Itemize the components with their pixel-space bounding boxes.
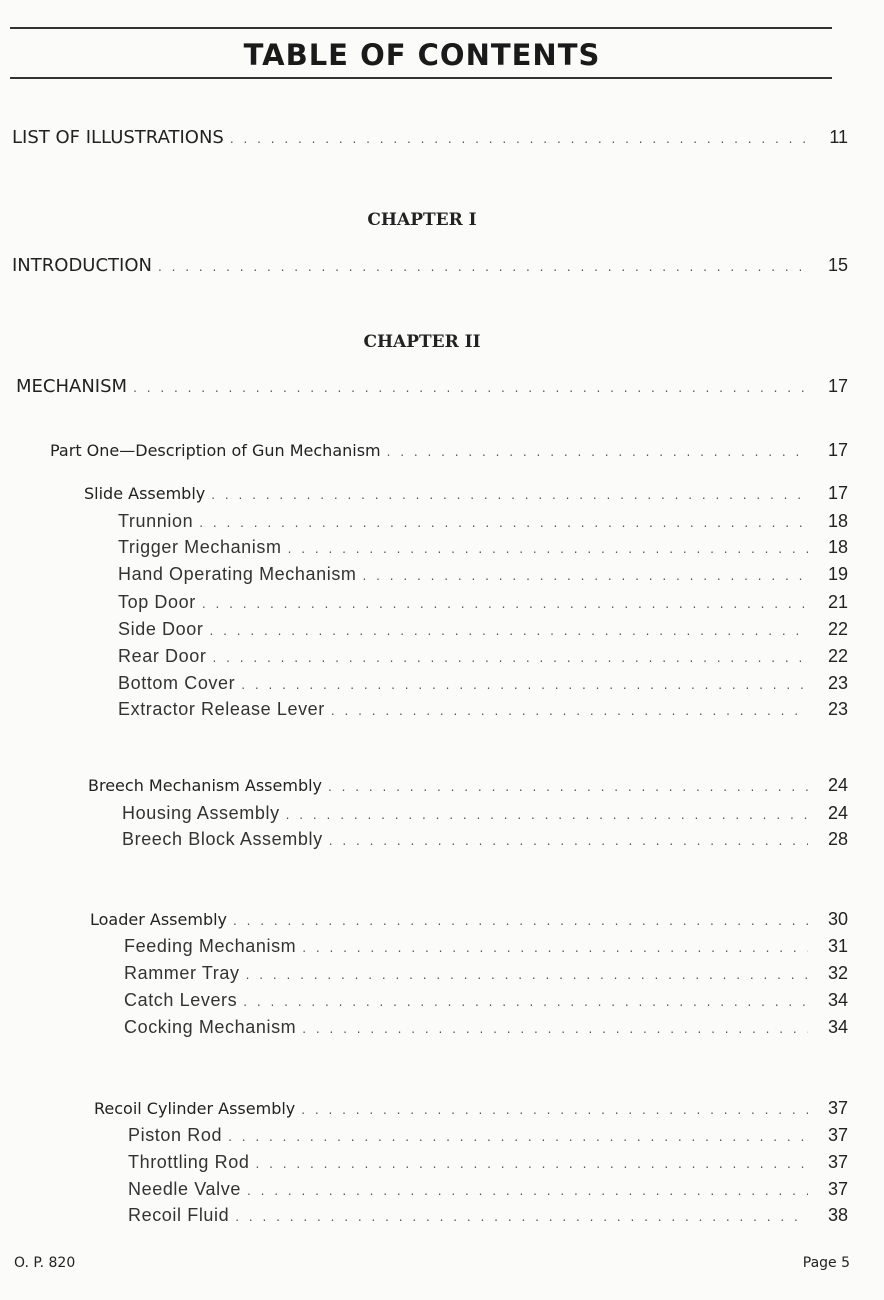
dot-leader — [241, 673, 808, 697]
toc-entry-page: 18 — [827, 537, 848, 557]
toc-entry — [118, 562, 848, 586]
dot-leader — [133, 376, 808, 400]
toc-entry-title: Hand Operating Mechanism — [118, 564, 357, 584]
dot-leader — [363, 564, 808, 588]
toc-entry — [128, 1123, 848, 1147]
toc-entry-title: Breech Block Assembly — [122, 829, 323, 849]
dot-leader — [202, 592, 808, 616]
toc-entry-title: Needle Valve — [128, 1179, 241, 1199]
toc-entry-title: MECHANISM — [16, 376, 128, 397]
toc-entry-page: 34 — [827, 1017, 848, 1037]
toc-entry-page: 21 — [827, 592, 848, 612]
dot-leader — [286, 803, 808, 827]
toc-entry-title: Loader Assembly — [90, 910, 228, 929]
toc-entry-title: LIST OF ILLUSTRATIONS — [12, 127, 224, 148]
toc-entry-page: 32 — [827, 963, 848, 983]
title-underline-rule — [10, 77, 832, 79]
dot-leader — [301, 1098, 808, 1122]
toc-entry-page: 28 — [827, 829, 848, 849]
toc-entry-title: Trunnion — [118, 511, 194, 531]
toc-entry — [88, 773, 848, 797]
toc-entry-page: 17 — [827, 376, 848, 396]
toc-entry — [118, 697, 848, 721]
toc-entry-page: 17 — [827, 483, 848, 503]
toc-entry — [16, 374, 848, 398]
toc-entry-title: Recoil Cylinder Assembly — [94, 1099, 296, 1118]
dot-leader — [288, 537, 808, 561]
document-number: O. P. 820 — [14, 1255, 76, 1271]
dot-leader — [199, 511, 808, 535]
page-number: Page 5 — [802, 1255, 850, 1271]
dot-leader — [255, 1152, 808, 1176]
toc-entry-page: 24 — [827, 803, 848, 823]
toc-entry-page: 31 — [827, 936, 848, 956]
toc-entry — [128, 1177, 848, 1201]
dot-leader — [302, 936, 808, 960]
toc-entry-page: 34 — [827, 990, 848, 1010]
dot-leader — [246, 963, 808, 987]
toc-entry-page: 37 — [827, 1152, 848, 1172]
toc-entry-title: Slide Assembly — [84, 484, 206, 503]
dot-leader — [328, 775, 808, 799]
toc-entry — [12, 253, 848, 277]
toc-entry-page: 37 — [827, 1179, 848, 1199]
toc-entry-page: 37 — [827, 1098, 848, 1118]
toc-entry-title: Catch Levers — [124, 990, 238, 1010]
toc-entry-title: Housing Assembly — [122, 803, 280, 823]
toc-entry — [94, 1096, 848, 1120]
toc-entry-title: Rear Door — [118, 646, 207, 666]
toc-entry-title: Rammer Tray — [124, 963, 240, 983]
toc-entry-title: INTRODUCTION — [12, 255, 152, 276]
toc-entry-title: Feeding Mechanism — [124, 936, 297, 956]
toc-entry — [124, 1015, 848, 1039]
toc-entry — [118, 509, 848, 533]
chapter-heading: CHAPTER I — [367, 210, 477, 230]
dot-leader — [209, 619, 808, 643]
toc-entry-page: 22 — [827, 619, 848, 639]
toc-entry — [122, 801, 848, 825]
toc-entry — [128, 1150, 848, 1174]
page-title: TABLE OF CONTENTS — [243, 38, 601, 72]
dot-leader — [243, 990, 808, 1014]
toc-entry-title: Extractor Release Lever — [118, 699, 325, 719]
toc-entry-title: Trigger Mechanism — [118, 537, 282, 557]
dot-leader — [387, 440, 808, 464]
toc-entry-title: Top Door — [118, 592, 196, 612]
dot-leader — [211, 483, 808, 507]
chapter-heading: CHAPTER II — [363, 332, 481, 352]
toc-entry-title: Piston Rod — [128, 1125, 223, 1145]
toc-entry — [118, 671, 848, 695]
toc-entry — [124, 988, 848, 1012]
dot-leader — [235, 1205, 808, 1229]
toc-entry-page: 38 — [827, 1205, 848, 1225]
toc-entry — [12, 125, 848, 149]
toc-entry-page: 15 — [827, 255, 848, 275]
toc-entry-page: 37 — [827, 1125, 848, 1145]
toc-entry — [124, 934, 848, 958]
toc-entry — [118, 535, 848, 559]
toc-entry-page: 24 — [827, 775, 848, 795]
toc-entry-page: 17 — [827, 440, 848, 460]
dot-leader — [228, 1125, 808, 1149]
toc-entry — [118, 644, 848, 668]
toc-entry — [118, 590, 848, 614]
toc-entry-title: Throttling Rod — [128, 1152, 250, 1172]
dot-leader — [230, 127, 808, 151]
top-rule — [10, 27, 832, 29]
toc-entry — [118, 617, 848, 641]
dot-leader — [302, 1017, 808, 1041]
toc-entry-page: 18 — [827, 511, 848, 531]
dot-leader — [212, 646, 808, 670]
dot-leader — [233, 909, 808, 933]
toc-entry-page: 22 — [827, 646, 848, 666]
toc-entry — [124, 961, 848, 985]
toc-entry-title: Cocking Mechanism — [124, 1017, 297, 1037]
toc-entry-page: 30 — [827, 909, 848, 929]
dot-leader — [158, 255, 808, 279]
toc-entry — [50, 438, 848, 462]
toc-entry — [122, 827, 848, 851]
toc-entry-page: 23 — [827, 699, 848, 719]
toc-entry-page: 19 — [827, 564, 848, 584]
toc-entry — [84, 481, 848, 505]
toc-entry-page: 11 — [829, 127, 848, 147]
toc-entry-title: Recoil Fluid — [128, 1205, 230, 1225]
toc-entry-title: Bottom Cover — [118, 673, 236, 693]
toc-entry-page: 23 — [827, 673, 848, 693]
toc-entry-title: Breech Mechanism Assembly — [88, 776, 323, 795]
toc-entry-title: Part One—Description of Gun Mechanism — [50, 441, 381, 460]
toc-entry — [128, 1203, 848, 1227]
dot-leader — [329, 829, 808, 853]
toc-entry — [90, 907, 848, 931]
dot-leader — [331, 699, 808, 723]
toc-entry-title: Side Door — [118, 619, 204, 639]
dot-leader — [247, 1179, 808, 1203]
